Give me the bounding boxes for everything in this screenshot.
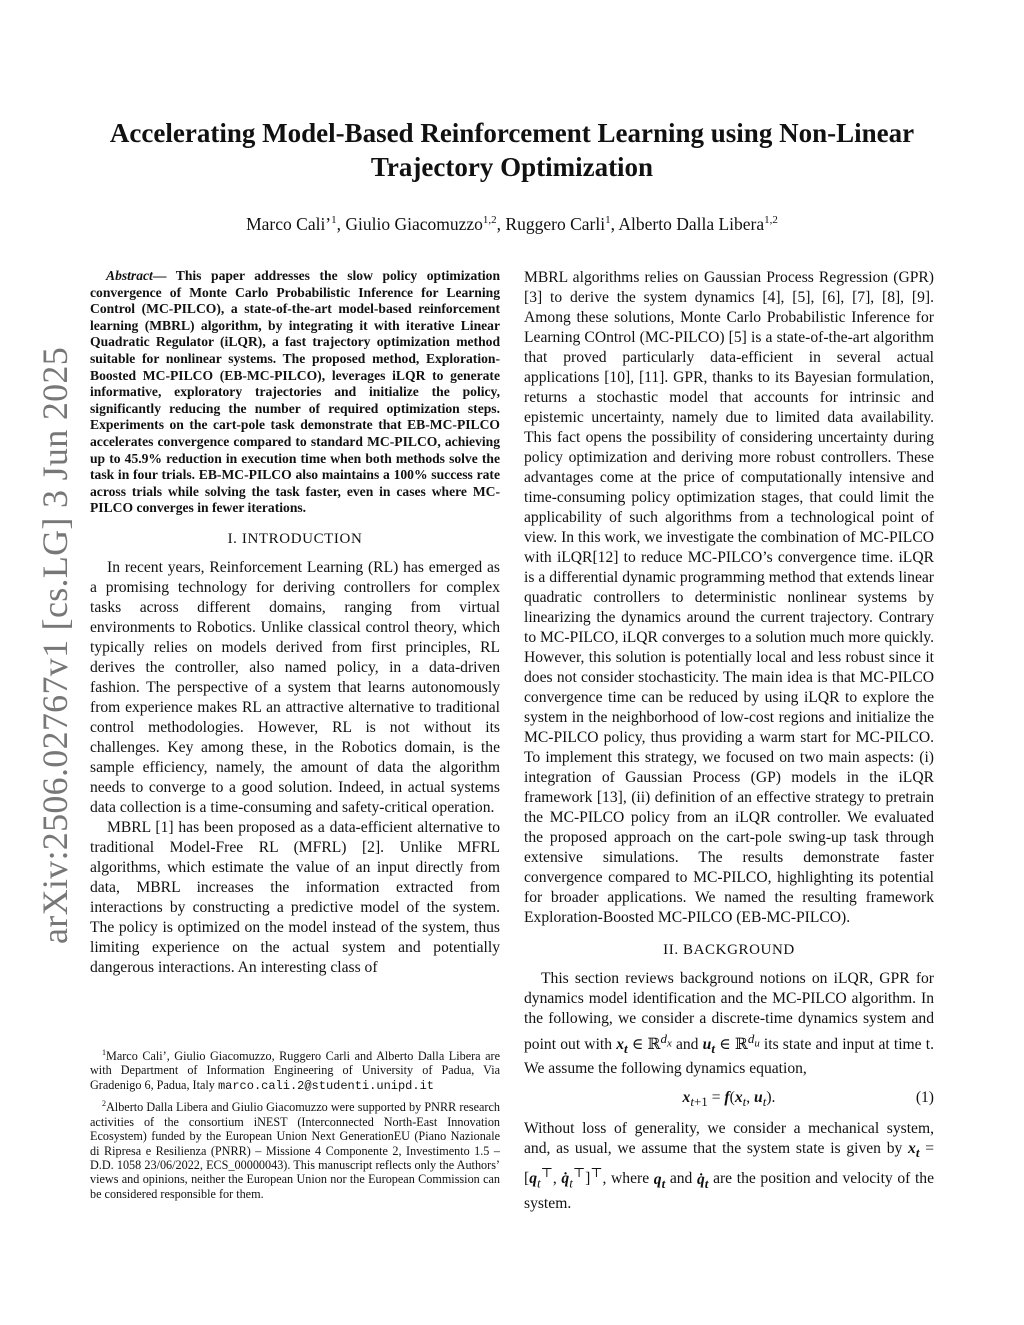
bg-text: and bbox=[669, 1170, 693, 1188]
author-affiliation: 1 bbox=[605, 214, 611, 226]
abstract-lead: Abstract bbox=[106, 268, 153, 283]
author-email: marco.cali.2@studenti.unipd.it bbox=[217, 1078, 434, 1093]
author-list bbox=[80, 207, 944, 237]
intro-paragraph-1: In recent years, Reinforcement Learning (RL) has emerged as a promising technology for deriving controllers for complex tasks across different domains, ranging from virtual environments to Robotics. Unlike classical control theory, which typically relies on models derived from first principles, RL derives the controller, also named policy, in a data-driven fashion. The perspective of a system that learns autonomously from experience makes RL an attractive alternative to traditional control methodologies. However, RL is not without its challenges. Key among these, in the Robotics domain, is the sample efficiency, namely, the amount of data the algorithm needs to converge to a good solution. Indeed, in actual systems data collection is a time-consuming and safety-critical operation. bbox=[90, 558, 500, 816]
author-name: Ruggero Carli bbox=[505, 213, 606, 234]
footnote-2: $^2$Alberto Dalla Libera and Giulio Giacomuzzo were supported by PNRR research activities of the consortium iNEST (Interconnected North-East Innovation Ecosystem) funded by the European Union Next GenerationEU (Piano Nazionale di Ripresa e Resilienza (PNRR) – Missione 4 Componente 2, Investimento 1.5 – D.D. 1058 23/06/2022, ECS_00000043). This manuscript reflects only the Authors’ views and opinions, neither the European Union nor the European Commission can be considered responsible for them. bbox=[90, 1099, 500, 1201]
left-column bbox=[90, 268, 500, 978]
equation-number: (1) bbox=[915, 1089, 934, 1107]
title-line-1: Accelerating Model-Based Reinforcement Learning using Non-Linear bbox=[109, 118, 915, 148]
bg-text: This section reviews background notions on iLQR, GPR for dynamics model identification and the MC-PILCO algorithm. In the following, we consider a discrete-time dynamics system and point out with bbox=[524, 970, 934, 1054]
state-symbol: $x_t$ bbox=[616, 1036, 628, 1057]
bg-text: its state and input at time t. We assume the following dynamics equation, bbox=[524, 1036, 934, 1078]
author-affiliation: 1,2 bbox=[764, 214, 778, 226]
background-paragraph-2: Without loss of generality, we consider a mechanical system, and, as usual, we assume that the system state is given by $x_t = [q_t^⊤$, $q̇_t^⊤]^⊤$, where $q_t$ and $q̇_t$ are the position and velocity of the system. bbox=[524, 1120, 935, 1212]
author-affiliation: 1 bbox=[331, 214, 337, 226]
paper-title bbox=[80, 116, 944, 184]
author-separator: , bbox=[336, 213, 346, 234]
author-separator: , bbox=[610, 213, 619, 234]
author-name: Marco Cali’ bbox=[246, 213, 332, 234]
abstract-text: This paper addresses the slow policy optimization convergence of Monte Carlo Probabilistic Inference for Learning Control (MC-PILCO), a state-of-the-art model-based reinforcement learning (MBRL) algorithm, by integrating it with iterative Linear Quadratic Regulator (iLQR), a fast trajectory optimization method suitable for nonlinear systems. The proposed method, Exploration-Boosted MC-PILCO (EB-MC-PILCO), leverages iLQR to generate informative, exploratory trajectories and initialize the policy, significantly reducing the number of required optimization steps. Experiments on the cart-pole task demonstrate that EB-MC-PILCO accelerates convergence compared to standard MC-PILCO, achieving up to 45.9% reduction in execution time when both methods solve the task in four trials. EB-MC-PILCO also maintains a 100% success rate across trials while solving the task faster, even in cases where MC-PILCO converges in fewer iterations. bbox=[90, 268, 501, 516]
background-paragraph-1: This section reviews background notions on iLQR, GPR for dynamics model identification and the MC-PILCO algorithm. In the following, we consider a discrete-time dynamics system and point out with $x_t$ ∈ ℝ$^{d_x}$ and $u_t$ ∈ ℝ$^{d_u}$ its state and input at time t. We assume the following dynamics equation, bbox=[524, 970, 934, 1078]
section-heading-introduction: I. INTRODUCTION bbox=[227, 530, 363, 547]
input-symbol: $u_t$ bbox=[702, 1036, 715, 1057]
footnotes bbox=[90, 1046, 500, 1205]
abstract bbox=[90, 268, 500, 517]
title-line-2: Trajectory Optimization bbox=[370, 152, 654, 182]
bg-text: Without loss of generality, we consider a mechanical system, and, as usual, we assume that the system state is given by bbox=[524, 1120, 934, 1158]
right-column bbox=[524, 268, 934, 1214]
footnote-2-text: Alberto Dalla Libera and Giulio Giacomuzzo were supported by PNRR research activities of the consortium iNEST (Interconnected North-East Innovation Ecosystem) funded by the European Union Next GenerationEU (Piano Nazionale di Ripresa e Resilienza (PNRR) – Missione 4 Componente 2, Investimento 1.5 – D.D. 1058 23/06/2022, ECS_00000043). This manuscript reflects only the Authors’ views and opinions, neither the European Union nor the European Commission can be considered responsible for them. bbox=[90, 1100, 500, 1201]
footnote-1: $^1$Marco Cali’, Giulio Giacomuzzo, Ruggero Carli and Alberto Dalla Libera are with Department of Information Engineering of University of Padua, Via Gradenigo 6, Padua, Italy marco.cali.2@studenti.unipd.it bbox=[90, 1048, 500, 1093]
section-heading-background: II. BACKGROUND bbox=[663, 942, 795, 958]
author-name: Giulio Giacomuzzo bbox=[345, 213, 483, 234]
footnote-1-text: Marco Cali’, Giulio Giacomuzzo, Ruggero Carli and Alberto Dalla Libera are with Department of Information Engineering of University of Padua, Via Gradenigo 6, Padua, Italy bbox=[90, 1049, 500, 1092]
author-name: Alberto Dalla Libera bbox=[618, 213, 765, 234]
bg-text: are the position and velocity of the system. bbox=[524, 1170, 935, 1212]
author-affiliation: 1,2 bbox=[482, 214, 497, 226]
right-paragraph-1: MBRL algorithms relies on Gaussian Process Regression (GPR) [3] to derive the system dynamics [4], [5], [6], [7], [8], [9]. Among these solutions, Monte Carlo Probabilistic Inference for Learning COntrol (MC-PILCO) [5] is a state-of-the-art algorithm that proved particularly data-efficient in several actual applications [10], [11]. GPR, thanks to its Bayesian formulation, returns a stochastic model that accounts for intrinsic and epistemic uncertainty, namely due to limited data availability. This fact opens the possibility of considering uncertainty during policy optimization and deriving more robust controllers. These advantages come at the price of computationally intensive and time-consuming policy optimization stages, that could limit the applicability of such algorithms from a technological point of view. In this work, we investigate the combination of MC-PILCO with iLQR[12] to reduce MC-PILCO’s convergence time. iLQR is a differential dynamic programming method that extends linear quadratic controllers to deterministic nonlinear systems by linearizing the dynamics around the current trajectory. Contrary to MC-PILCO, iLQR converges to a solution much more quickly. However, this solution is potentially local and less robust since it does not consider stochasticity. The main idea is that MC-PILCO convergence time can be reduced by using iLQR to explore the system in the neighborhood of low-cost regions and initialize the MC-PILCO policy, thus providing a warm start for MC-PILCO. To implement this strategy, we focused on two main aspects: (i) integration of Gaussian Process (GP) models in the iLQR framework [13], (ii) definition of an effective strategy to pretrain the MC-PILCO policy from an iLQR controller. We evaluated the proposed approach on the cart-pole swing-up task through extensive simulations. The results demonstrate faster convergence compared to MC-PILCO, highlighting its potential for broader applications. We named the resulting framework Exploration-Boosted MC-PILCO (EB-MC-PILCO). bbox=[524, 269, 934, 926]
equation-1 bbox=[524, 1085, 934, 1115]
bg-text: and bbox=[675, 1036, 699, 1054]
intro-paragraph-2: MBRL [1] has been proposed as a data-efficient alternative to traditional Model-Free RL (MFRL) [2]. Unlike MFRL algorithms, which estimate the value of an input directly from data, MBRL increases the information extracted from interactions by constructing a predictive model of the system. The policy is optimized on the model instead of the system, thus limiting experience on the actual system and potentially dangerous interactions. An interesting class of bbox=[90, 818, 500, 976]
bg-text: , where bbox=[602, 1170, 650, 1188]
abstract-dash: — bbox=[152, 268, 176, 283]
arxiv-stamp: arXiv:2506.02767v1 [cs.LG] 3 Jun 2025 bbox=[35, 346, 75, 944]
author-separator: , bbox=[496, 213, 506, 234]
dynamics-equation: $x_{t+1} = f(x_t$, $u_t$). bbox=[682, 1089, 776, 1110]
